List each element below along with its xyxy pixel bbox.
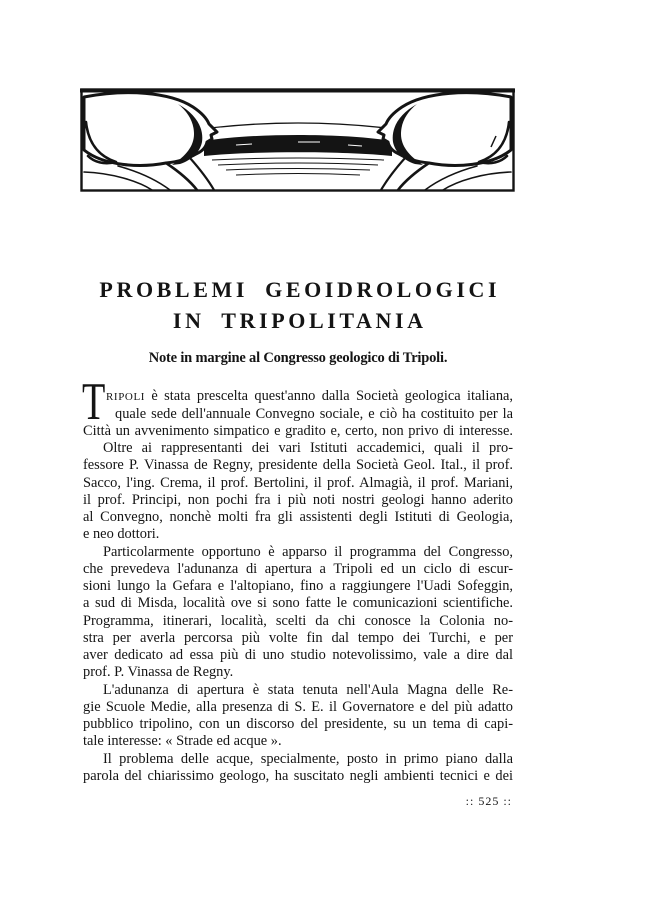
text-line: Particolarmente opportuno è apparso il programma del Congresso, [103,543,513,560]
text-line: Programma, itinerari, località, scelti da chi conosce la Colonia no- [83,612,513,629]
header-illustration [0,0,646,200]
water-lines [212,158,384,175]
text-line: al Convegno, nonchè molti fra gli assistenti degli Istituti di Geologia, [83,509,513,526]
horizon-scene [204,123,392,175]
line-text: è stata prescelta quest'anno dalla Società geologica italiana, [151,388,513,405]
text-line: Oltre ai rappresentanti dei vari Istituti accademici, quali il pro- [103,440,513,457]
lead-small-caps: RIPOLI [106,391,146,404]
text-line: fessore P. Vinassa de Regny, presidente della Società Geol. Ital., il prof. [83,457,513,474]
article-title-line-2: IN TRIPOLITANIA [172,308,427,333]
paragraph [83,388,513,440]
drapery-line [166,163,197,190]
right-figure [378,93,511,190]
article-body [83,388,513,785]
text-line: tale interesse: « Strade ed acque ». [83,733,282,750]
drapery-line [398,163,429,190]
paragraph [83,682,513,751]
text-line: Sacco, l'ing. Crema, il prof. Bertolini, il prof. Almagià, il prof. Mariani, [83,474,513,491]
text-line: L'adunanza di apertura è stata tenuta nell'Aula Magna delle Re- [103,681,513,698]
text-line: che prevedeva l'adunanza di apertura a Tripoli ed un ciclo di escur- [83,560,513,577]
text-line: prof. P. Vinassa de Regny. [83,664,234,681]
text-line: gie Scuole Medie, alla presenza di S. E. il Governatore e del più adatto [83,698,513,715]
paragraph [83,544,513,682]
article-subtitle: Note in margine al Congresso geologico di Tripoli. [148,350,448,366]
paragraph [83,440,513,544]
text-line: Città un avvenimento simpatico e gradito e, certo, non privo di interesse. [83,422,513,439]
article-title-line-1: PROBLEMI GEOIDROLOGICI [99,277,501,302]
text-line: quale sede dell'annuale Convegno sociale, e ciò ha costituito per la [115,405,513,422]
page-number: :: 525 :: [465,794,512,808]
horizon-line [210,123,386,128]
text-line: stra per averla percorsa più volte fin dal tempo dei Turchi, e per [83,629,513,646]
text-line [83,388,513,405]
text-line: a sud di Misda, località ove si sono fatte le comunicazioni scientifiche. [83,595,513,612]
text-line: aver dedicato ad essa più di uno studio notevolissimo, vale a dire dal [83,647,513,664]
text-line: parola del chiarissimo geologo, ha suscitato negli ambienti tecnici e dei [83,767,513,784]
text-line: il prof. Principi, non pochi fra i più noti nostri geologi hanno aderito [83,491,513,508]
text-line: sioni lungo la Gefara e l'altopiano, fino a raggiungere l'Uadi Sofeggin, [83,578,513,595]
left-figure [84,93,217,190]
text-line: pubblico tripolino, con un discorso del presidente, su un tema di capi- [83,716,513,733]
text-line: Il problema delle acque, specialmente, posto in primo piano dalla [103,750,513,767]
paragraph [83,751,513,786]
text-line: e neo dottori. [83,526,160,543]
drop-cap: T [82,372,106,431]
dark-land-band [204,135,392,156]
